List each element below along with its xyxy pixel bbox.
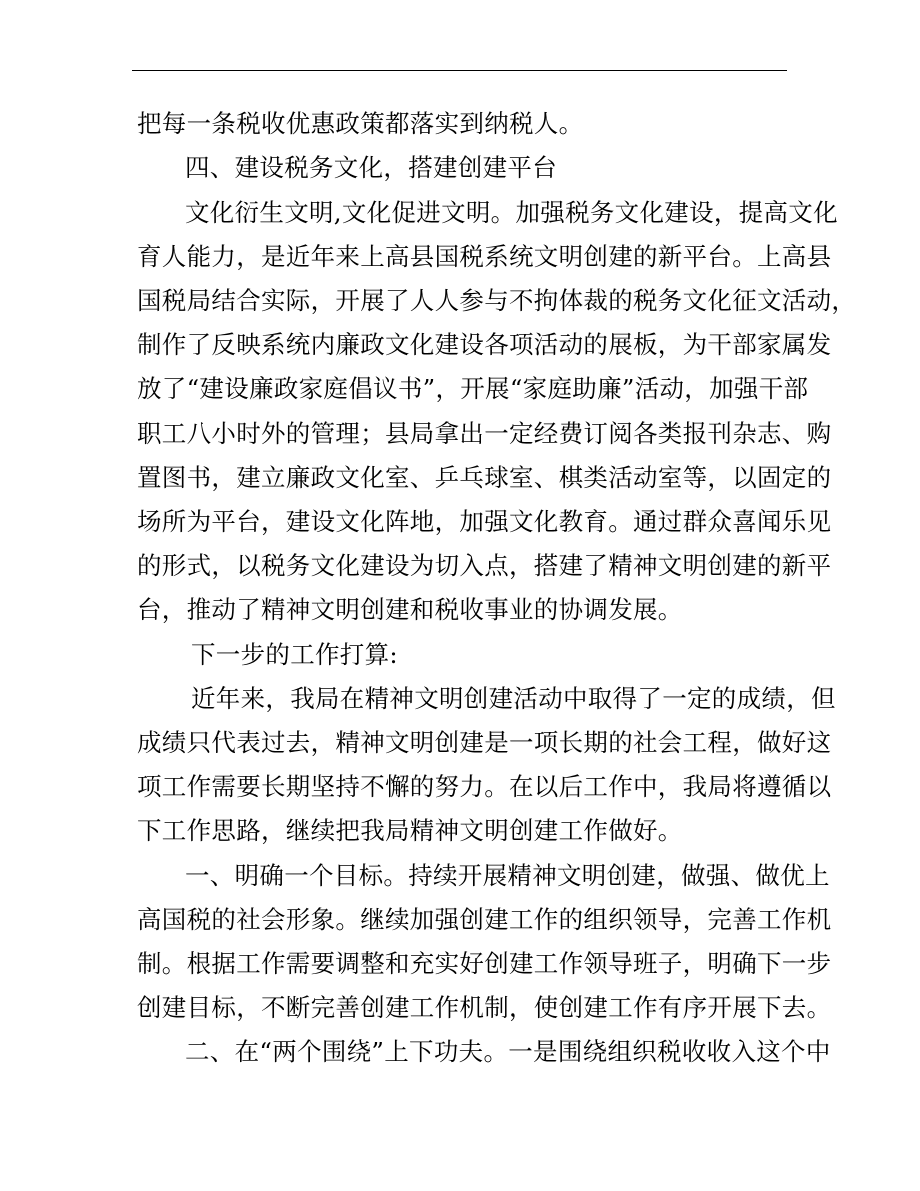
text-line: 下工作思路，继续把我局精神文明创建工作做好。 — [137, 816, 683, 845]
text-line: 放了“建设廉政家庭倡议书”，开展“家庭助廉”活动，加强干部 — [137, 374, 809, 403]
text-line: 高国税的社会形象。继续加强创建工作的组织领导，完善工作机 — [137, 905, 832, 934]
text-line: 成绩只代表过去，精神文明创建是一项长期的社会工程，做好这 — [137, 728, 832, 757]
text-line: 职工八小时外的管理；县局拿出一定经费订阅各类报刊杂志、购 — [137, 419, 832, 448]
text-line: 创建目标，不断完善创建工作机制，使创建工作有序开展下去。 — [137, 993, 832, 1022]
text-line: 台，推动了精神文明创建和税收事业的协调发展。 — [137, 595, 683, 624]
text-line: 制作了反映系统内廉政文化建设各项活动的展板，为干部家属发 — [137, 330, 832, 359]
text-line: 近年来，我局在精神文明创建活动中取得了一定的成绩，但 — [191, 684, 836, 713]
text-line: 项工作需要长期坚持不懈的努力。在以后工作中，我局将遵循以 — [137, 772, 832, 801]
text-line: 育人能力，是近年来上高县国税系统文明创建的新平台。上高县 — [137, 242, 832, 271]
text-line: 文化衍生文明,文化促进文明。加强税务文化建设，提高文化 — [185, 198, 838, 227]
text-line: 场所为平台，建设文化阵地，加强文化教育。通过群众喜闻乐见 — [137, 507, 832, 536]
text-line: 国税局结合实际，开展了人人参与不拘体裁的税务文化征文活动， — [137, 286, 857, 315]
text-line: 二、在“两个围绕”上下功夫。一是围绕组织税收收入这个中 — [185, 1037, 831, 1066]
text-line: 置图书，建立廉政文化室、乒乓球室、棋类活动室等，以固定的 — [137, 463, 832, 492]
text-line: 制。根据工作需要调整和充实好创建工作领导班子，明确下一步 — [137, 949, 832, 978]
header-rule — [132, 70, 787, 71]
text-line: 一、明确一个目标。持续开展精神文明创建，做强、做优上 — [185, 861, 830, 890]
text-line: 的形式，以税务文化建设为切入点，搭建了精神文明创建的新平 — [137, 551, 832, 580]
section-heading: 下一步的工作打算: — [191, 640, 398, 669]
text-line: 把每一条税收优惠政策都落实到纳税人。 — [137, 109, 584, 138]
section-heading: 四、建设税务文化，搭建创建平台 — [185, 153, 557, 182]
